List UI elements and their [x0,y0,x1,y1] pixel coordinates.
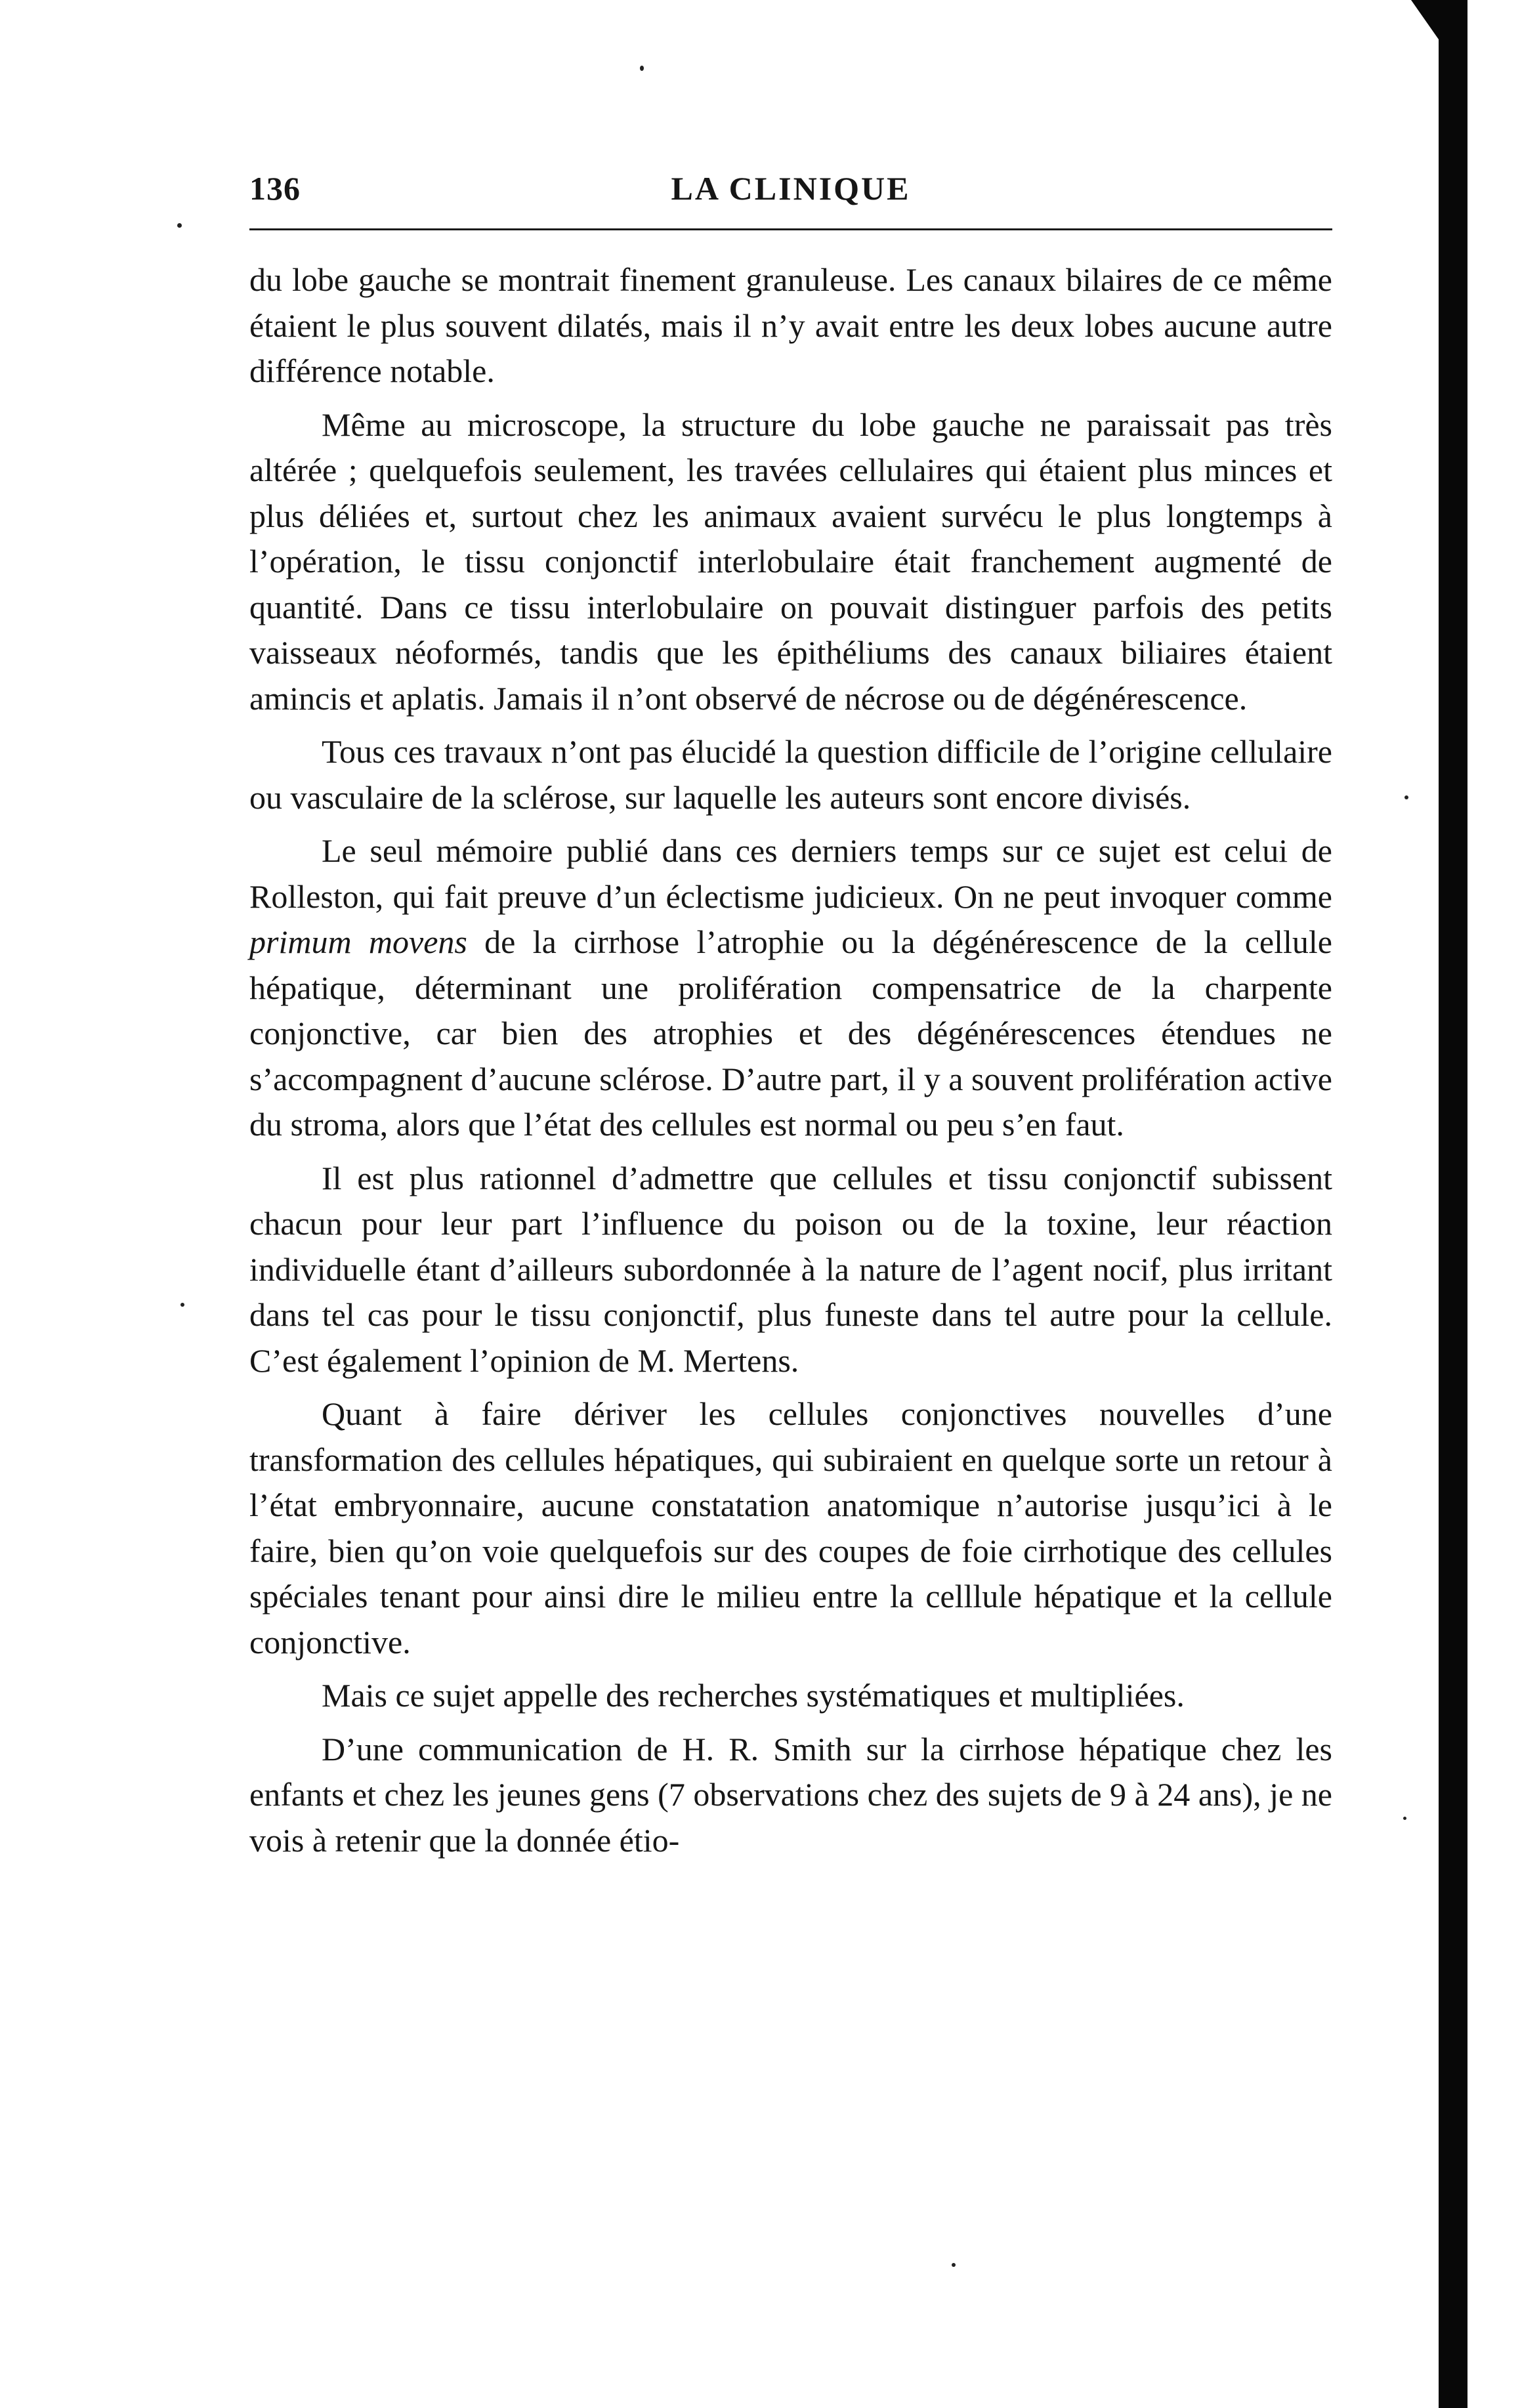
running-head: LA CLINIQUE [671,170,911,207]
paragraph [249,828,1332,1148]
paragraph: Quant à faire dériver les cellules conjonctives nouvelles d’une transformation des cellules hépatiques, qui subiraient en quelque sorte un retour à l’état embryonnaire, aucune constatation anatomique n’autorise jusqu’ici à le faire, bien qu’on voie quelquefois sur des coupes de foie cirrhotique des cellules spéciales tenant pour ainsi dire le milieu entre la celllule hépatique et la cellule conjonctive. [249,1395,1332,1660]
body-text [249,257,1332,1871]
page-header [249,169,1332,215]
paragraph: D’une communication de H. R. Smith sur la cirrhose hépatique chez les enfants et chez les jeunes gens (7 observations chez des sujets de 9 à 24 ans), je ne vois à retenir que la donnée étio- [249,1730,1332,1859]
paragraph: du lobe gauche se montrait finement granuleuse. Les canaux bilaires de ce même étaient le plus souvent dilatés, mais il n’y avait entre les deux lobes aucune autre différence notable. [249,261,1332,389]
italic-phrase: primum movens [249,923,467,960]
paragraph-text: Le seul mémoire publié dans ces derniers temps sur ce sujet est celui de Rolleston, qui fait preuve d’un éclectisme judicieux. On ne peut invoquer comme [249,832,1332,915]
scan-page-edge [1439,0,1467,2408]
paragraph: Il est plus rationnel d’admettre que cellules et tissu conjonctif subissent chacun pour leur part l’influence du poison ou de la toxine, leur réaction individuelle étant d’ailleurs subordonnée à la nature de l’agent nocif, plus irritant dans tel cas pour le tissu conjonctif, plus funeste dans tel autre pour la cellule. C’est également l’opinion de M. Mertens. [249,1159,1332,1379]
paragraph: Tous ces travaux n’ont pas élucidé la question difficile de l’origine cellulaire ou vasculaire de la sclérose, sur laquelle les auteurs sont encore divisés. [249,733,1332,816]
scan-page-edge-corner [1411,0,1439,39]
paragraph: Même au microscope, la structure du lobe gauche ne paraissait pas très altérée ; quelquefois seulement, les travées cellulaires qui étaient plus minces et plus déliées et, surtout chez les animaux avaient survécu le plus longtemps à l’opération, le tissu conjonctif interlobulaire était franchement augmenté de quantité. Dans ce tissu interlobulaire on pouvait distinguer parfois des petits vaisseaux néoformés, tandis que les épithéliums des canaux biliaires étaient amincis et aplatis. Jamais il n’ont observé de nécrose ou de dégénérescence. [249,406,1332,717]
paragraph: Mais ce sujet appelle des recherches systématiques et multipliées. [322,1677,1185,1714]
page-number: 136 [249,170,301,207]
header-rule [249,228,1332,230]
paragraph-text: de la cirrhose l’atrophie ou la dégénérescence de la cellule hépatique, déterminant une prolifération compensatrice de la charpente conjonctive, car bien des atrophies et des dégénérescences étendues ne s’accompagnent d’aucune sclérose. D’autre part, il y a souvent prolifération active du stroma, alors que l’état des cellules est normal ou peu s’en faut. [249,923,1332,1143]
